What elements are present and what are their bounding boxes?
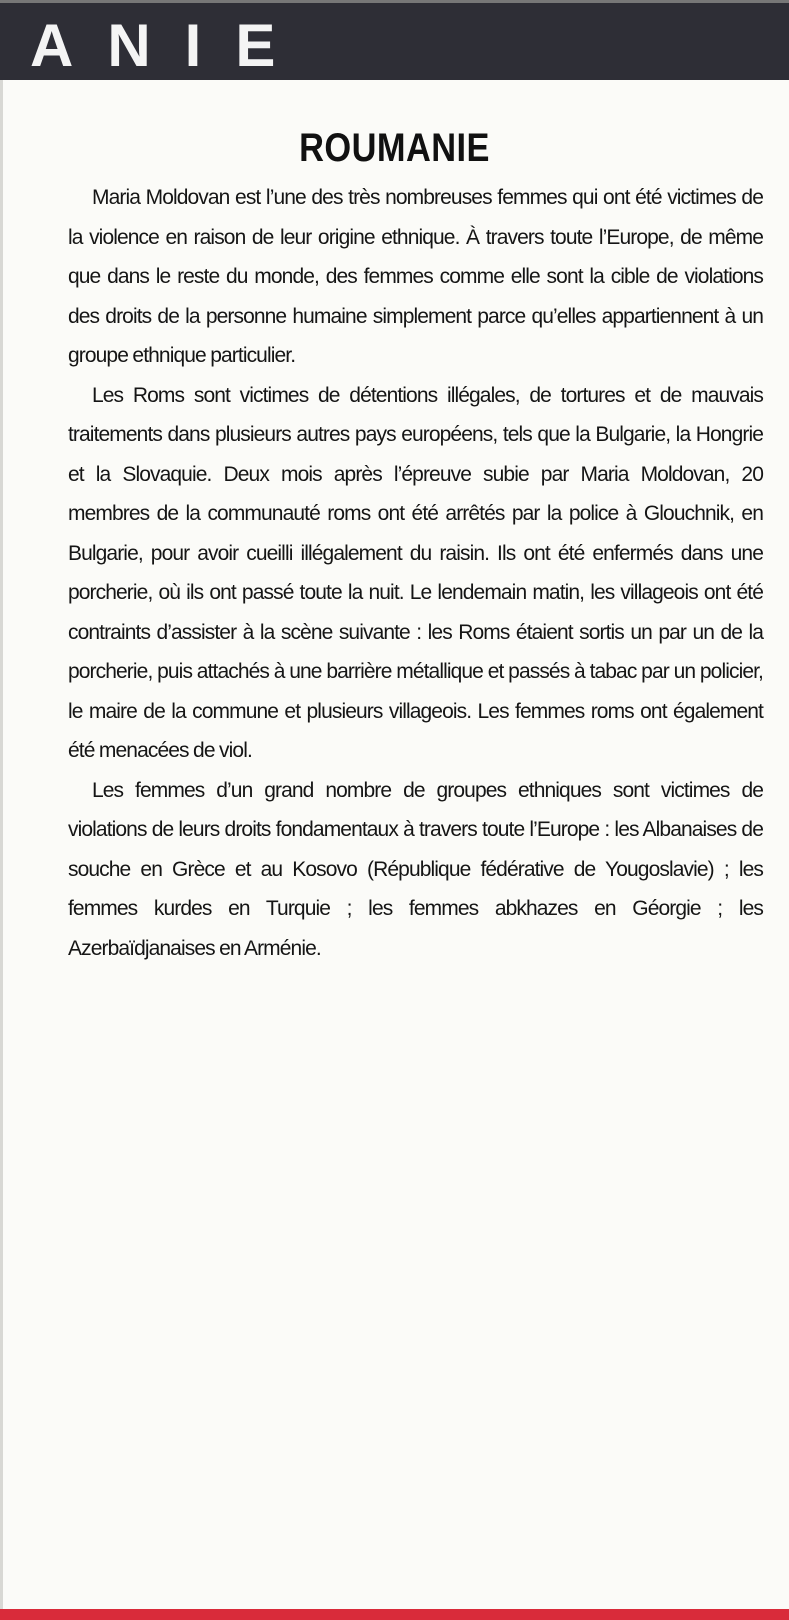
page-edge bbox=[0, 80, 3, 1610]
paragraph-roms: Les Roms sont victimes de détentions illégales, de tortures et de mauvais traitements dans plusieurs autres pays européens, tels que la Bulgarie, la Hongrie et la Slovaquie. Deux mois après l’épreuve subie par Maria Moldovan, 20 membres de la communauté roms ont été arrêtés par la police à Glouchnik, en Bulgarie, pour avoir cueilli illégalement du raisin. Ils ont été enfermés dans une porcherie, où ils ont passé toute la nuit. Le lendemain matin, les villageois ont été contraints d’assister à la scène suivante : les Roms étaient sortis un par un de la porcherie, puis attachés à une barrière métallique et passés à tabac par un policier, le maire de la commune et plusieurs villageois. Les femmes roms ont également été menacées de viol. bbox=[68, 383, 763, 762]
bottom-color-bar bbox=[0, 1609, 789, 1620]
header-band bbox=[0, 0, 789, 80]
article-body bbox=[68, 178, 763, 968]
page-title: ROUMANIE bbox=[299, 126, 490, 170]
paragraph-intro: Maria Moldovan est l’une des très nombreuses femmes qui ont été victimes de la violence en raison de leur origine ethnique. À travers toute l’Europe, de même que dans le reste du monde, des femmes comme elle sont la cible de violations des droits de la personne humaine simplement parce qu’elles appartiennent à un groupe ethnique particulier. bbox=[68, 186, 763, 367]
paragraph-ethnic-groups: Les femmes d’un grand nombre de groupes ethniques sont victimes de violations de leurs droits fondamentaux à travers toute l’Europe : les Albanaises de souche en Grèce et au Kosovo (République fédérative de Yougoslavie) ; les femmes kurdes en Turquie ; les femmes abkhazes en Géorgie ; les Azerbaïdjanaises en Arménie. bbox=[68, 778, 763, 960]
header-word: ANIE bbox=[30, 12, 310, 79]
